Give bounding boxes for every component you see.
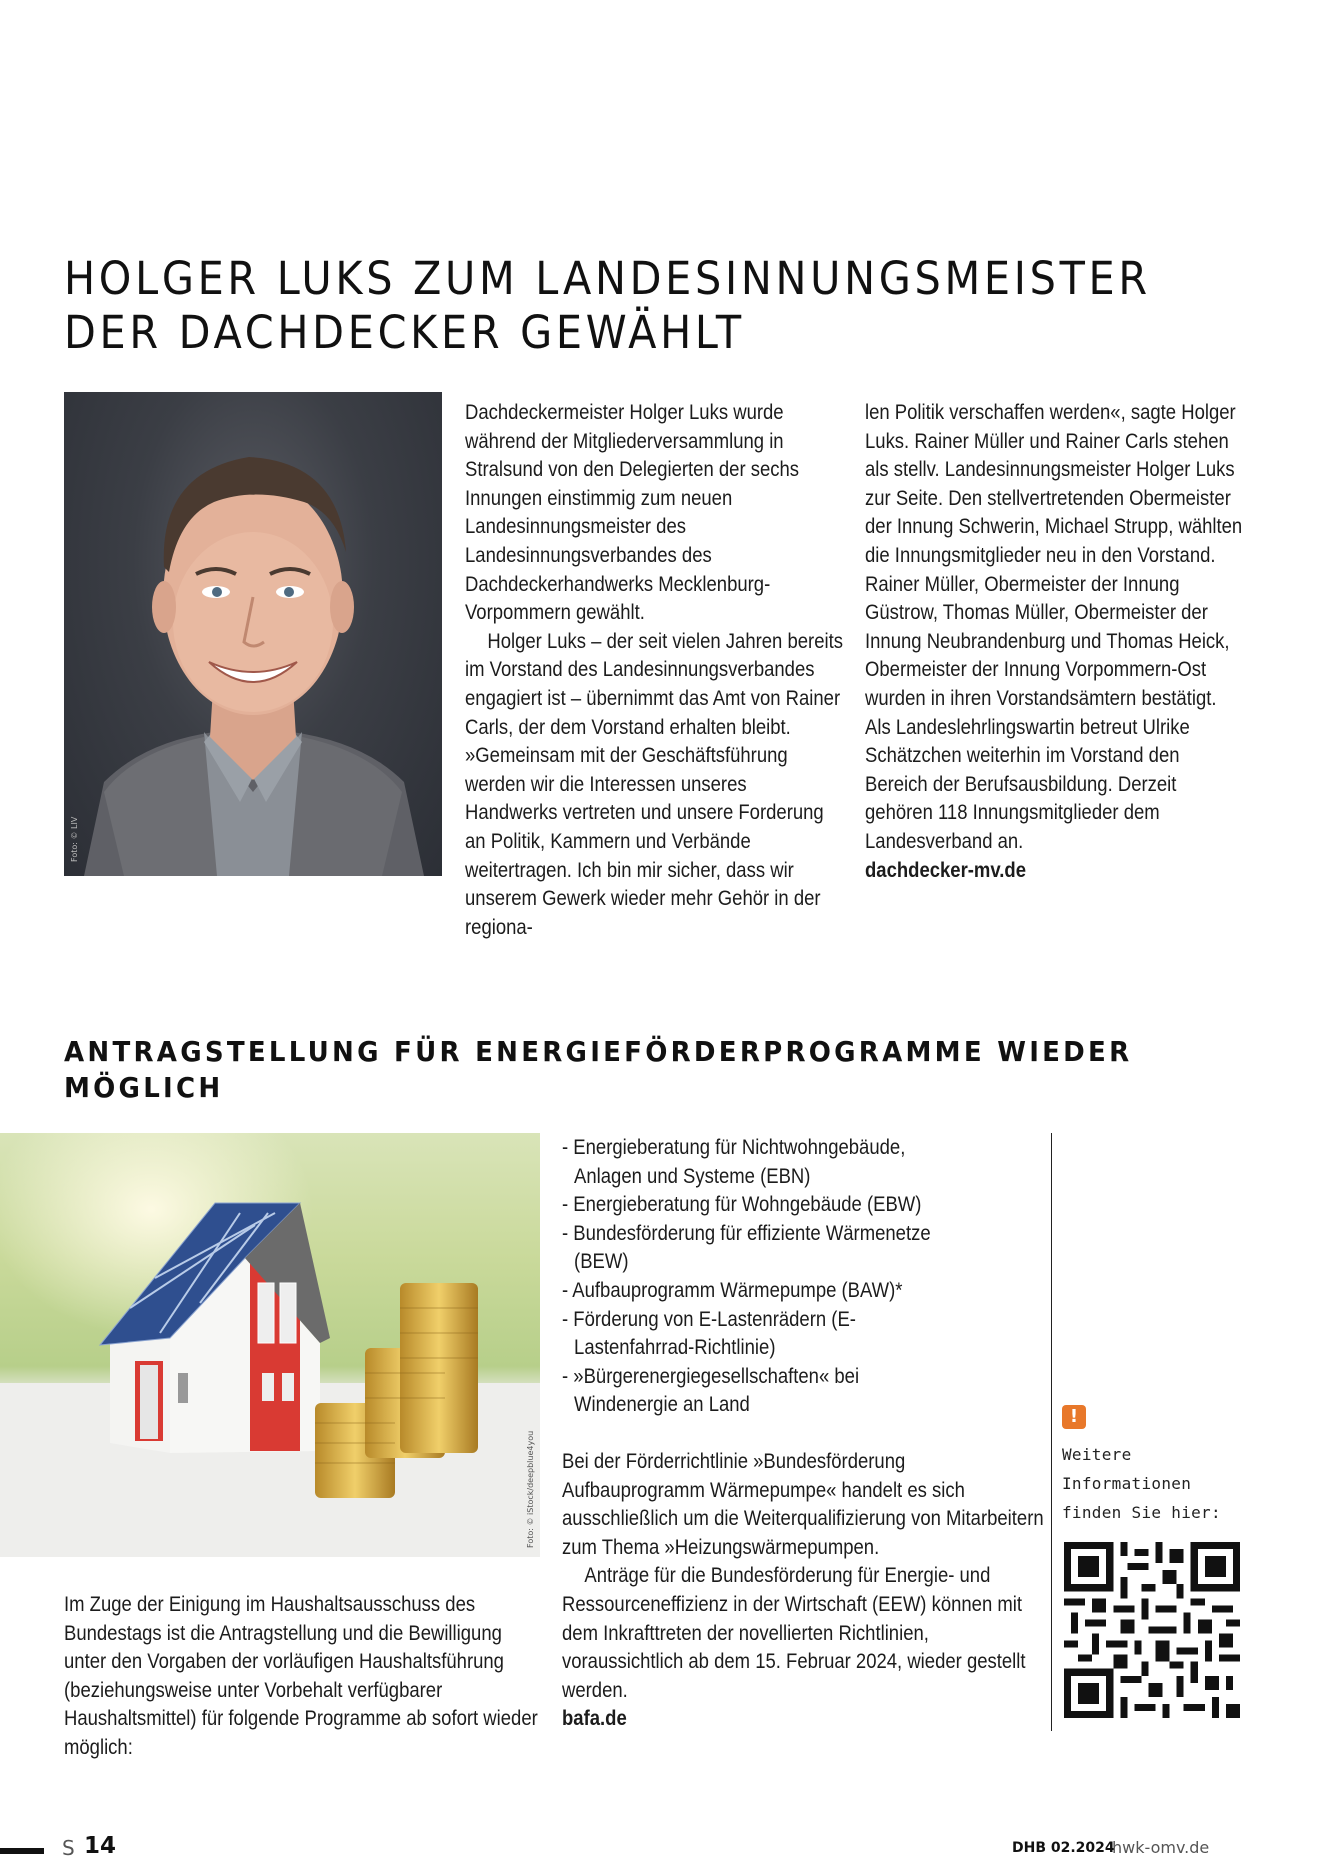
headline-line-2: MÖGLICH [64, 1071, 224, 1104]
intro-paragraph: Im Zuge der Einigung im Haushaltsausschuss des Bundestags ist die Antragstellung und die Bewilligung unter den Vorgaben der vorläufigen Haushaltsführung (beziehungsweise unter Vorbehalt verfügbarer Haushaltsmittel) für folgende Programme ab sofort wieder möglich: [64, 1592, 538, 1759]
article2-headline [64, 1034, 1208, 1106]
headline-line-1: ANTRAGSTELLUNG FÜR ENERGIEFÖRDERPROGRAMME WIEDER [64, 1035, 1133, 1068]
qr-code[interactable] [1064, 1542, 1240, 1718]
page-prefix: S [62, 1836, 75, 1860]
article2-paragraph-2: Anträge für die Bundesförderung für Energie- und Ressourceneffizienz in der Wirtschaft (EEW) können mit dem Inkrafttreten der novellierten Richtlinien, voraussichtlich ab dem 15. Februar 2024, wieder gestellt werden. [562, 1563, 1026, 1702]
headline-line-1: HOLGER LUKS ZUM LANDESINNUNGSMEISTER [64, 252, 1151, 305]
headline-line-2: DER DACHDECKER GEWÄHLT [64, 306, 745, 359]
article2-paragraph-1: Bei der Förderrichtlinie »Bundesförderung Aufbauprogramm Wärmepumpe« handelt es sich ausschließlich um die Weiterqualifizierung von Mitarbeitern zum Thema »Heizungswärmepumpen. [562, 1449, 1044, 1559]
house-illustration [0, 1133, 540, 1557]
bafa-link[interactable]: bafa.de [562, 1706, 627, 1731]
article1-column-1 [465, 398, 843, 941]
exclamation-icon: ! [1062, 1405, 1086, 1429]
list-item: - Energieberatung für Nichtwohngebäude, Anlagen und Systeme (EBN) [562, 1133, 966, 1190]
list-item: - Bundesförderung für effiziente Wärmenetze (BEW) [562, 1219, 966, 1276]
programs-list [562, 1133, 966, 1419]
photo-credit: Foto: © LIV [70, 816, 79, 862]
article1-paragraph-3: len Politik verschaffen werden«, sagte Holger Luks. Rainer Müller und Rainer Carls stehen als stellv. Landesinnungsmeister Holger Luks zur Seite. Den stellvertretenden Obermeister der Innung Schwerin, Michael Strupp, wählten die Innungsmitglieder neu in den Vorstand. Rainer Müller, Obermeister der Innung Güstrow, Thomas Müller, Obermeister der Innung Neubrandenburg und Thomas Heick, Obermeister der Innung Vorpommern-Ost wurden in ihren Vorstandsämtern bestätigt. Als Landeslehrlingswartin betreut Ulrike Schätzchen weiterhin im Vorstand den Bereich der Berufsausbildung. Derzeit gehören 118 Innungsmitglieder dem Landesverband an. [865, 400, 1243, 853]
portrait-photo [64, 392, 442, 876]
issue-label: DHB 02.2024 [1012, 1840, 1115, 1856]
article2-intro [64, 1590, 546, 1762]
house-coins-photo [0, 1133, 540, 1557]
website-link[interactable]: hwk-omv.de [1112, 1838, 1210, 1857]
list-item: - Aufbauprogramm Wärmepumpe (BAW)* [562, 1276, 966, 1305]
article-headline [64, 252, 1168, 360]
article1-paragraph-2: Holger Luks – der seit vielen Jahren bereits im Vorstand des Landesinnungsverbandes engagiert ist – übernimmt das Amt von Rainer Carls, der dem Vorstand erhalten bleibt. »Gemeinsam mit der Geschäftsführung werden wir die Interessen unseres Handwerks vertreten und unsere Forderung an Politik, Kammern und Verbände weitertragen. Ich bin mir sicher, dass wir unserem Gewerk wieder mehr Gehör in der regiona- [465, 628, 843, 939]
portrait-illustration [64, 392, 442, 876]
photo-credit: Foto: © iStock/deepblue4you [526, 1430, 535, 1548]
sidebar-divider [1051, 1133, 1052, 1731]
sidebar-info-text: Weitere Informationen finden Sie hier: [1062, 1445, 1221, 1522]
list-item: - »Bürgerenergiegesellschaften« bei Windenergie an Land [562, 1362, 966, 1419]
article1-paragraph-1: Dachdeckermeister Holger Luks wurde während der Mitgliederversammlung in Stralsund von den Delegierten der sechs Innungen einstimmig zum neuen Landesinnungsmeister des Landesinnungsverbandes des Dachdeckerhandwerks Mecklenburg-Vorpommern gewählt. [465, 400, 800, 625]
dachdecker-link[interactable]: dachdecker-mv.de [865, 857, 1027, 882]
footer-bar [0, 1848, 44, 1854]
article1-column-2 [865, 398, 1243, 884]
list-item: - Förderung von E-Lastenrädern (E-Lastenfahrrad-Richtlinie) [562, 1305, 966, 1362]
list-item: - Energieberatung für Wohngebäude (EBW) [562, 1190, 966, 1219]
page-number: 14 [84, 1833, 117, 1859]
article2-body [562, 1447, 1052, 1733]
